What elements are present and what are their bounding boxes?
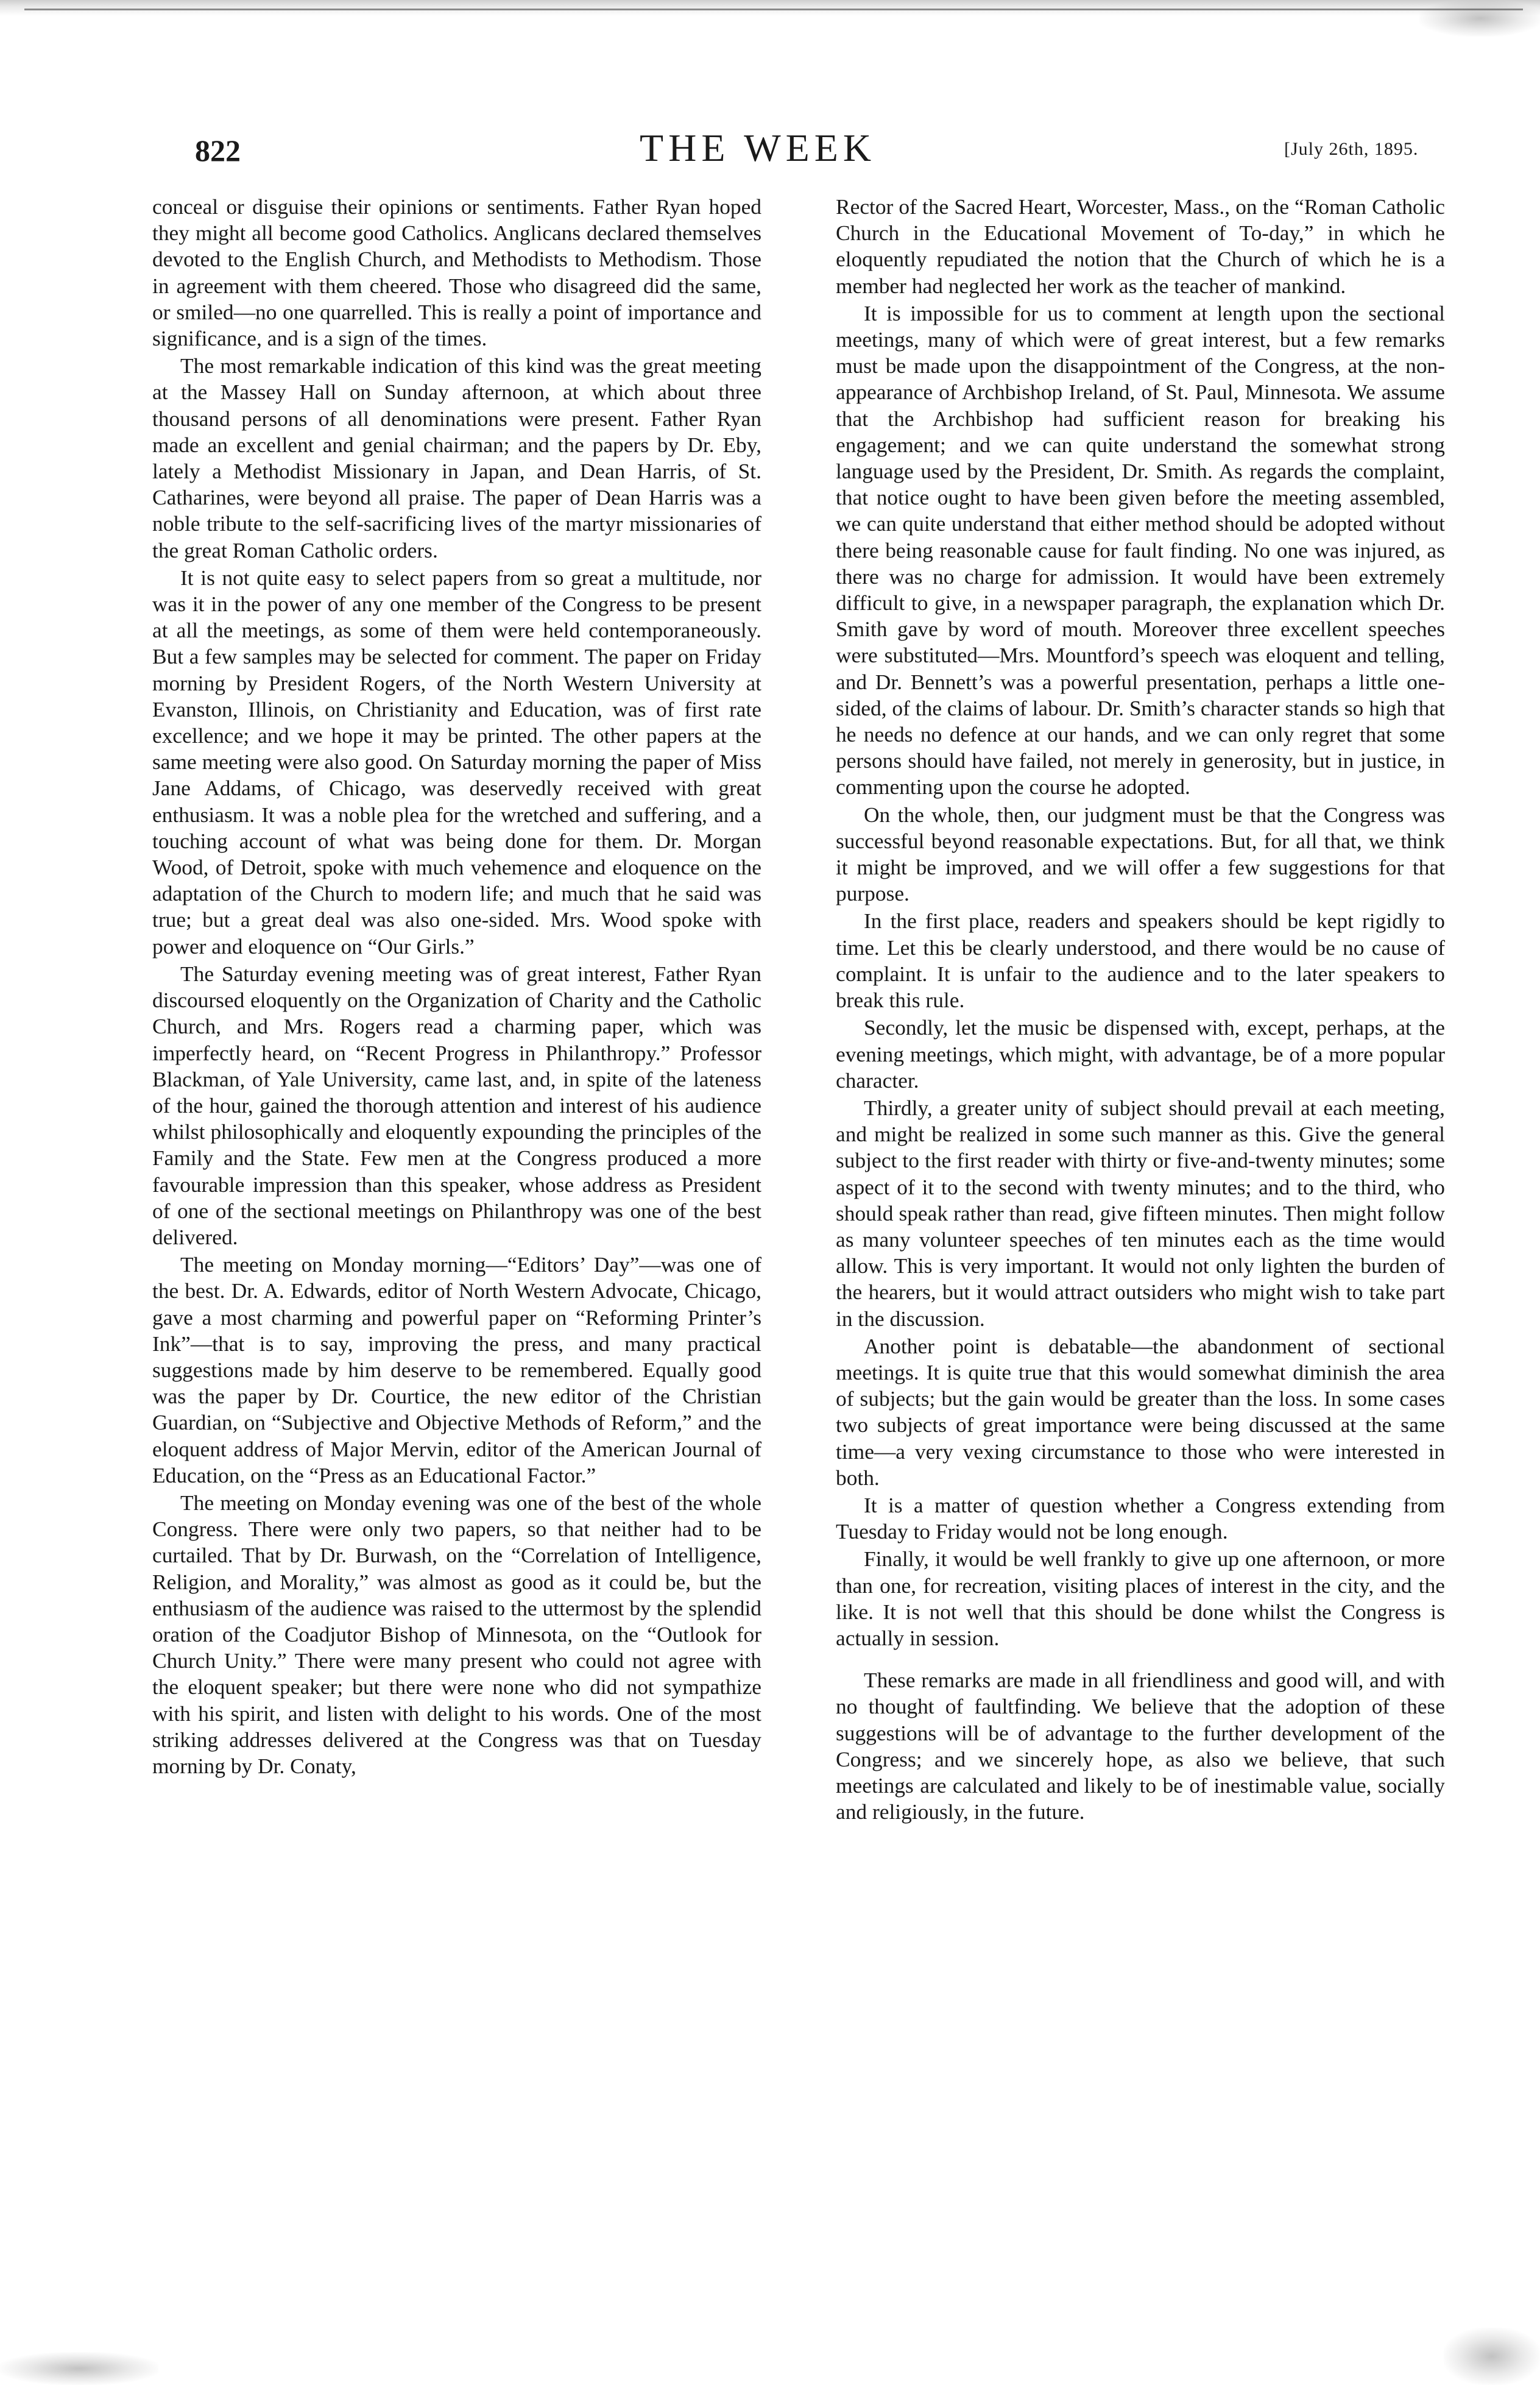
paragraph: Secondly, let the music be dispensed with, except, perhaps, at the evening meetings, which might, with advantage, be of a more popular character. (836, 1015, 1445, 1093)
paragraph: It is impossible for us to comment at length upon the sectional meetings, many of which were of great interest, but a few remarks must be made upon the disappointment of the Congress, at the non-appearance of Archbishop Ireland, of St. Paul, Minnesota. We assume that the Archbishop had sufficient reason for breaking his engagement; and we can quite understand the somewhat strong language used by the President, Dr. Smith. As regards the complaint, that notice ought to have been given before the meeting assembled, we can quite understand that either method should be adopted without there being reasonable cause for fault finding. No one was injured, as there was no charge for admission. It would have been extremely difficult to give, in a newspaper paragraph, the explanation which Dr. Smith gave by word of mouth. Moreover three excellent speeches were substituted—Mrs. Mountford’s speech was eloquent and telling, and Dr. Bennett’s was a powerful presentation, perhaps a little one-sided, of the claims of labour. Dr. Smith’s character stands so high that he needs no defence at our hands, and we can only regret that some persons should have failed, not merely in generosity, but in justice, in commenting upon the course he adopted. (836, 300, 1445, 799)
page-header (0, 122, 1540, 177)
paragraph: It is not quite easy to select papers from so great a multitude, nor was it in the power of any one member of the Congress to be present at all the meetings, as some of them were held contemporaneously. But a few samples may be selected for comment. The paper on Friday morning by President Rogers, of the North Western University at Evanston, Illinois, on Christianity and Education, was of first rate excellence; and we hope it may be printed. The other papers at the same meeting were also good. On Saturday morning the paper of Miss Jane Addams, of Chicago, was deservedly received with great enthusiasm. It was a noble plea for the wretched and suffering, and a touching account of what was being done for them. Dr. Morgan Wood, of Detroit, spoke with much vehemence and eloquence on the adaptation of the Church to modern life; and much that he said was true; but a great deal was also one-sided. Mrs. Wood spoke with power and eloquence on “Our Girls.” (152, 565, 761, 959)
paragraph: In the first place, readers and speakers should be kept rigidly to time. Let this be clearly understood, and there would be no cause of complaint. It is unfair to the audience and to the later speakers to break this rule. (836, 909, 1445, 1013)
left-column (152, 194, 761, 1779)
paragraph: conceal or disguise their opinions or sentiments. Father Ryan hoped they might all become good Catholics. Anglicans declared themselves devoted to the English Church, and Methodists to Methodism. Those in agreement with them cheered. Those who disagreed did the same, or smiled—no one quarrelled. This is really a point of importance and significance, and is a sign of the times. (152, 194, 761, 351)
paragraph: On the whole, then, our judgment must be that the Congress was successful beyond reasonable expectations. But, for all that, we think it might be improved, and we will offer a few suggestions for that purpose. (836, 802, 1445, 906)
paragraph: The meeting on Monday evening was one of the best of the whole Congress. There were only two papers, so that neither had to be curtailed. That by Dr. Burwash, on the “Correlation of Intelligence, Religion, and Morality,” was almost as good as it could be, but the enthusiasm of the audience was raised to the uttermost by the splendid oration of the Coadjutor Bishop of Minnesota, on the “Outlook for Church Unity.” There were many present who could not agree with the eloquent speaker; but there were none who did not sympathize with his spirit, and listen with delight to his words. One of the most striking addresses delivered at the Congress was that on Tuesday morning by Dr. Conaty, (152, 1490, 761, 1778)
issue-date: [July 26th, 1895. (1284, 139, 1419, 159)
paragraph: Thirdly, a greater unity of subject should prevail at each meeting, and might be realized in some such manner as this. Give the general subject to the first reader with thirty or five-and-twenty minutes; some aspect of it to the second with twenty minutes; and to the third, who should speak rather than read, give fifteen minutes. Then might follow as many volunteer speeches of ten minutes each as the time would allow. This is very important. It would not only lighten the burden of the hearers, but it would attract outsiders who might wish to take part in the discussion. (836, 1095, 1445, 1331)
masthead-title: THE WEEK (640, 126, 877, 169)
paragraph: Rector of the Sacred Heart, Worcester, Mass., on the “Roman Catholic Church in the Educational Movement of To-day,” in which he eloquently repudiated the notion that the Church of which he is a member had neglected her work as the teacher of mankind. (836, 194, 1445, 298)
paragraph: The most remarkable indication of this kind was the great meeting at the Massey Hall on Sunday afternoon, at which about three thousand persons of all denominations were present. Father Ryan made an excellent and genial chairman; and the papers by Dr. Eby, lately a Methodist Missionary in Japan, and Dean Harris, of St. Catharines, were beyond all praise. The paper of Dean Harris was a noble tribute to the self-sacrificing lives of the martyr missionaries of the great Roman Catholic orders. (152, 353, 761, 562)
paragraph: The Saturday evening meeting was of great interest, Father Ryan discoursed eloquently on the Organization of Charity and the Catholic Church, and Mrs. Rogers read a charming paper, which was imperfectly heard, on “Recent Progress in Philanthropy.” Professor Blackman, of Yale University, came last, and, in spite of the lateness of the hour, gained the thorough attention and interest of his audience whilst philosophically and eloquently expounding the principles of the Family and the State. Few men at the Congress produced a more favourable impression than this speaker, whose address as President of one of the sectional meetings on Philanthropy was one of the best delivered. (152, 961, 761, 1249)
paragraph: It is a matter of question whether a Congress extending from Tuesday to Friday would not be long enough. (836, 1492, 1445, 1544)
paragraph: Finally, it would be well frankly to give up one afternoon, or more than one, for recreation, visiting places of interest in the city, and the like. It is not well that this should be done whilst the Congress is actually in session. (836, 1547, 1445, 1650)
scan-smudge-bottom-right (1444, 2328, 1540, 2385)
paragraph: Another point is debatable—the abandonment of sectional meetings. It is quite true that this would somewhat diminish the area of subjects; but the gain would be greater than the loss. In some cases two subjects of great importance were being discussed at the same time—a very vexing circumstance to those who were interested in both. (836, 1333, 1445, 1490)
right-column (836, 194, 1445, 1825)
paragraph: These remarks are made in all friendliness and good will, and with no thought of faultfinding. We believe that the adoption of these suggestions will be of advantage to the further development of the Congress; and we sincerely hope, as also we believe, that such meetings are calculated and likely to be of inestimable value, socially and religiously, in the future. (836, 1668, 1445, 1824)
top-edge-rule (0, 0, 1540, 16)
page-number: 822 (195, 133, 241, 168)
paragraph: The meeting on Monday morning—“Editors’ Day”—was one of the best. Dr. A. Edwards, editor of North Western Advocate, Chicago, gave a most charming and powerful paper on “Reforming Printer’s Ink”—that is to say, improving the press, and many practical suggestions made by him deserve to be remembered. Equally good was the paper by Dr. Courtice, the new editor of the Christian Guardian, on “Subjective and Objective Methods of Reform,” and the eloquent address of Major Mervin, editor of the American Journal of Education, on the “Press as an Educational Factor.” (152, 1252, 761, 1487)
scan-smudge-bottom-left (0, 2352, 158, 2385)
